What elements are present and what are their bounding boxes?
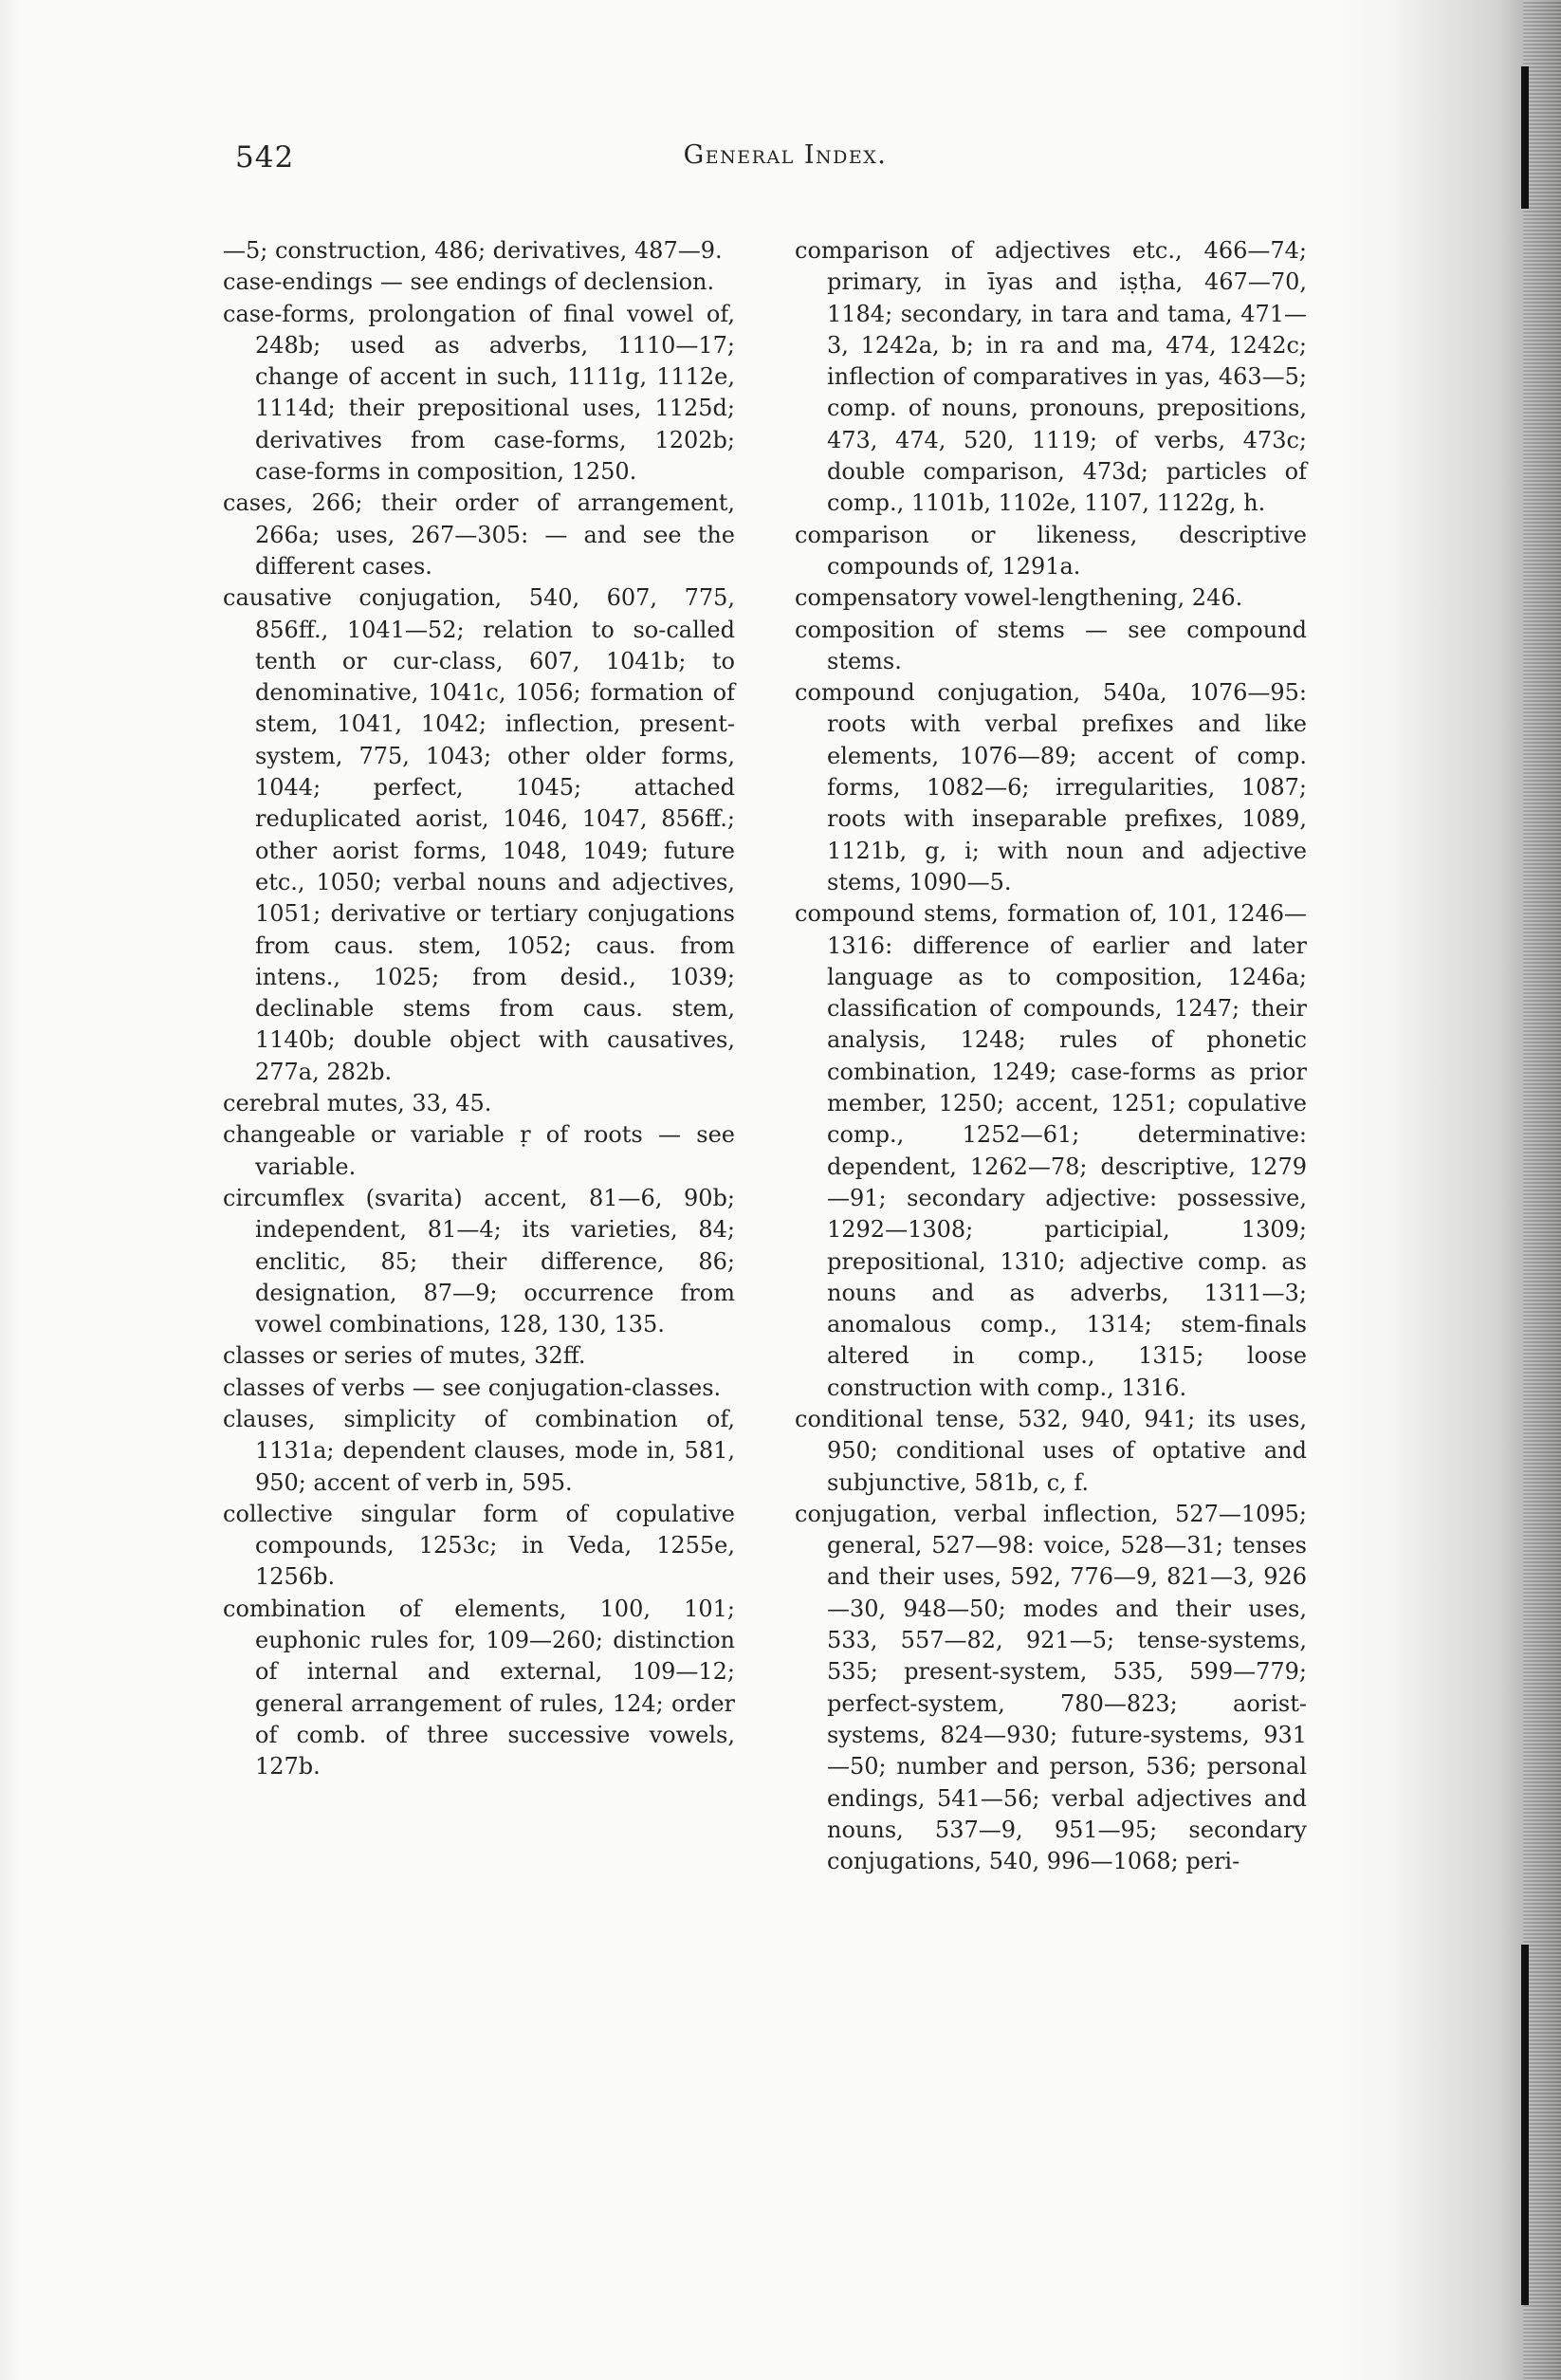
page-number: 542 [235,140,295,175]
index-column-right [795,235,1307,1877]
index-entry: circumflex (svarita) accent, 81—6, 90b; independent, 81—4; its varieties, 84; enclitic, 85; their difference, 86; designation, 87—9; occurrence from vowel combinations, 128, 130, 135. [223,1184,735,1338]
index-entry: causative conjugation, 540, 607, 775, 856ff., 1041—52; relation to so-called tenth or cur-class, 607, 1041b; to denominative, 1041c, 1056; formation of stem, 1041, 1042; inflection, present-system, 775, 1043; other older forms, 1044; perfect, 1045; attached reduplicated aorist, 1046, 1047, 856ff.; other aorist forms, 1048, 1049; future etc., 1050; verbal nouns and adjectives, 1051; derivative or tertiary conjugations from caus. stem, 1052; caus. from intens., 1025; from desid., 1039; declinable stems from caus. stem, 1140b; double object with causatives, 277a, 282b. [223,584,735,1085]
index-entry: compound stems, formation of, 101, 1246—1316: difference of earlier and later language as to composition, 1246a; classification of compounds, 1247; their analysis, 1248; rules of phonetic combination, 1249; case-forms as prior member, 1250; accent, 1251; copulative comp., 1252—61; determinative: dependent, 1262—78; descriptive, 1279—91; secondary adjective: possessive, 1292—1308; participial, 1309; prepositional, 1310; adjective comp. as nouns and as adverbs, 1311—3; anomalous comp., 1314; stem-finals altered in comp., 1315; loose construction with comp., 1316. [795,900,1307,1401]
book-edge-mark-top [1521,66,1529,209]
index-entry: —5; construction, 486; derivatives, 487—9. [223,237,723,264]
index-entry: comparison of adjectives etc., 466—74; primary, in īyas and iṣṭha, 467—70, 1184; secondary, in tara and tama, 471—3, 1242a, b; in ra and ma, 474, 1242c; inflection of comparatives in yas, 463—5; comp. of nouns, pronouns, prepositions, 473, 474, 520, 1119; of verbs, 473c; double comparison, 473d; particles of comp., 1101b, 1102e, 1107, 1122g, h. [795,237,1307,517]
index-entry: case-forms, prolongation of final vowel of, 248b; used as adverbs, 1110—17; change of accent in such, 1111g, 1112e, 1114d; their prepositional uses, 1125d; derivatives from case-forms, 1202b; case-forms in composition, 1250. [223,300,735,486]
index-entry: cases, 266; their order of arrangement, 266a; uses, 267—305: — and see the different cases. [223,489,735,580]
running-header [235,140,1293,186]
index-entry: classes or series of mutes, 32ff. [223,1342,586,1370]
index-column-left [223,235,735,1783]
index-entry: comparison or likeness, descriptive compounds of, 1291a. [795,521,1307,580]
index-entry: compensatory vowel-lengthening, 246. [795,584,1243,612]
page-left-edge [0,0,23,2380]
index-entry: conjugation, verbal inflection, 527—1095; general, 527—98: voice, 528—31; tenses and their uses, 592, 776—9, 821—3, 926—30, 948—50; modes and their uses, 533, 557—82, 921—5; tense-systems, 535; present-system, 535, 599—779; perfect-system, 780—823; aorist-systems, 824—930; future-systems, 931—50; number and person, 536; personal endings, 541—56; verbal adjectives and nouns, 537—9, 951—95; secondary conjugations, 540, 996—1068; peri- [795,1500,1307,1875]
index-entry: collective singular form of copulative compounds, 1253c; in Veda, 1255e, 1256b. [223,1500,735,1591]
index-entry: combination of elements, 100, 101; euphonic rules for, 109—260; distinction of internal and external, 109—12; general arrangement of rules, 124; order of comb. of three successive vowels, 127b. [223,1595,735,1780]
index-entry: compound conjugation, 540a, 1076—95: roots with verbal prefixes and like elements, 1076—89; accent of comp. forms, 1082—6; irregularities, 1087; roots with inseparable prefixes, 1089, 1121b, g, i; with noun and adjective stems, 1090—5. [795,679,1307,895]
running-title: General Index. [683,140,888,170]
index-entry: clauses, simplicity of combination of, 1131a; dependent clauses, mode in, 581, 950; accent of verb in, 595. [223,1405,735,1496]
index-entry: composition of stems — see compound stems. [795,616,1307,674]
index-entry: conditional tense, 532, 940, 941; its uses, 950; conditional uses of optative and subjunctive, 581b, c, f. [795,1405,1307,1496]
index-entry: cerebral mutes, 33, 45. [223,1090,492,1117]
book-edge-mark-bottom [1521,1945,1529,2305]
index-entry: changeable or variable ṛ of roots — see variable. [223,1121,735,1180]
index-entry: case-endings — see endings of declension. [223,268,715,296]
index-entry: classes of verbs — see conjugation-classes. [223,1374,722,1401]
